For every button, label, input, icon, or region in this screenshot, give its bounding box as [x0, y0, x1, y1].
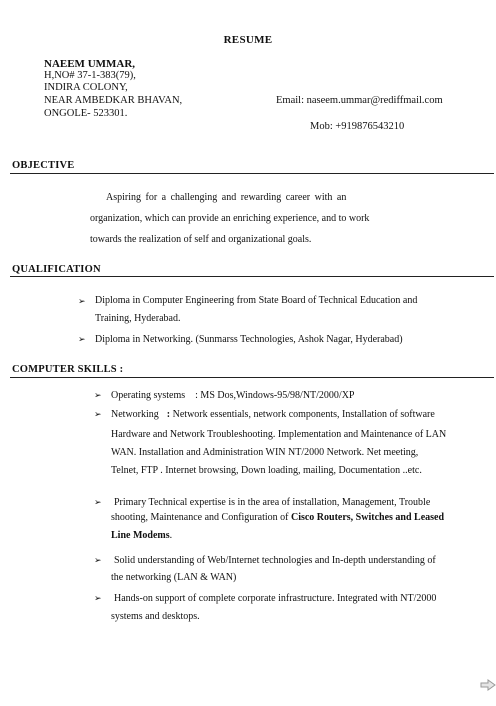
bullet-arrow-icon: ➢ — [94, 555, 102, 565]
bullet-arrow-icon: ➢ — [94, 497, 102, 507]
address-line: H,NO# 37-1-383(79), — [44, 70, 136, 81]
bullet-arrow-icon: ➢ — [94, 409, 102, 419]
objective-line: towards the realization of self and organizational goals. — [90, 234, 312, 245]
address-line: INDIRA COLONY, — [44, 82, 128, 93]
candidate-name: NAEEM UMMAR, — [44, 58, 136, 70]
objective-line: organization, which can provide an enriching experience, and to work — [90, 213, 370, 224]
next-page-arrow-icon[interactable] — [480, 678, 496, 692]
objective-line: Aspiring for a challenging and rewarding career with an — [106, 192, 347, 203]
bullet-arrow-icon: ➢ — [78, 296, 86, 306]
section-divider — [10, 173, 494, 174]
support-detail: systems and desktops. — [111, 611, 200, 622]
bullet-arrow-icon: ➢ — [78, 334, 86, 344]
bullet-arrow-icon: ➢ — [94, 390, 102, 400]
networking-detail: Hardware and Network Troubleshooting. Implementation and Maintenance of LAN WAN. Installation and Administration WIN NT/2000 Network. Net meeting, Telnet, FTP . Internet browsing, Down loading, mailing, Documentation ..etc. — [111, 429, 447, 476]
page-title: RESUME — [223, 34, 273, 46]
contact-mobile: Mob: +919876543210 — [310, 121, 405, 132]
address-line: NEAR AMBEDKAR BHAVAN, — [44, 95, 183, 106]
section-heading-objective: OBJECTIVE — [12, 160, 75, 171]
web-understanding-detail: the networking (LAN & WAN) — [111, 572, 237, 583]
address-line: ONGOLE- 523301. — [44, 108, 128, 119]
resume-page: RESUME NAEEM UMMAR, H,NO# 37-1-383(79), INDIRA COLONY, NEAR AMBEDKAR BHAVAN, ONGOLE- 523301. Email: naseem.ummar@rediffmail.com Mob: +919876543210 OBJECTIVE Aspiring for a challenging and rewarding career with an organization, which can provide an enriching experience, and to work towards the realization of self and organizational goals. QUALIFICATION ➢ Diploma in Computer Engineering from State Board of Technical Education and Training, Hyderabad. ➢ Diploma in Networking. (Sunmarss Technologies, Ashok Nagar, Hyderabad) COMPUTER SKILLS : ➢ Operating systems : MS Dos,Windows-95/98/NT/2000/XP ➢ Networking : Network essentials, network components, Installation of software Hardware and Network Troubleshooting. Implementation and Maintenance of LAN WAN. Installation and Administration WIN NT/2000 Network. Net meeting, Telnet, FTP . Internet browsing, Down loading, mailing, Documentation ..etc. ➢ Primary Technical expertise is in the area of installation, Management, Trouble shooting, Maintenance and Configuration of Cisco Routers, Switches and Leased Line Modems. ➢ Solid understanding of Web/Internet technologies and In-depth understanding of the networking (LAN & WAN) ➢ Hands-on support of complete corporate infrastructure. Integrated with NT/2000 systems and desktops. — [0, 0, 496, 706]
objective-text — [90, 187, 490, 250]
section-heading-qualification: QUALIFICATION — [12, 264, 101, 275]
contact-email: Email: naseem.ummar@rediffmail.com — [276, 95, 443, 106]
section-divider — [10, 377, 494, 378]
section-divider — [10, 276, 494, 277]
section-heading-computer-skills: COMPUTER SKILLS : — [12, 364, 124, 375]
primary-expertise-detail: shooting, Maintenance and Configuration of Cisco Routers, Switches and Leased Line Modems. — [111, 512, 445, 541]
bullet-arrow-icon: ➢ — [94, 593, 102, 603]
